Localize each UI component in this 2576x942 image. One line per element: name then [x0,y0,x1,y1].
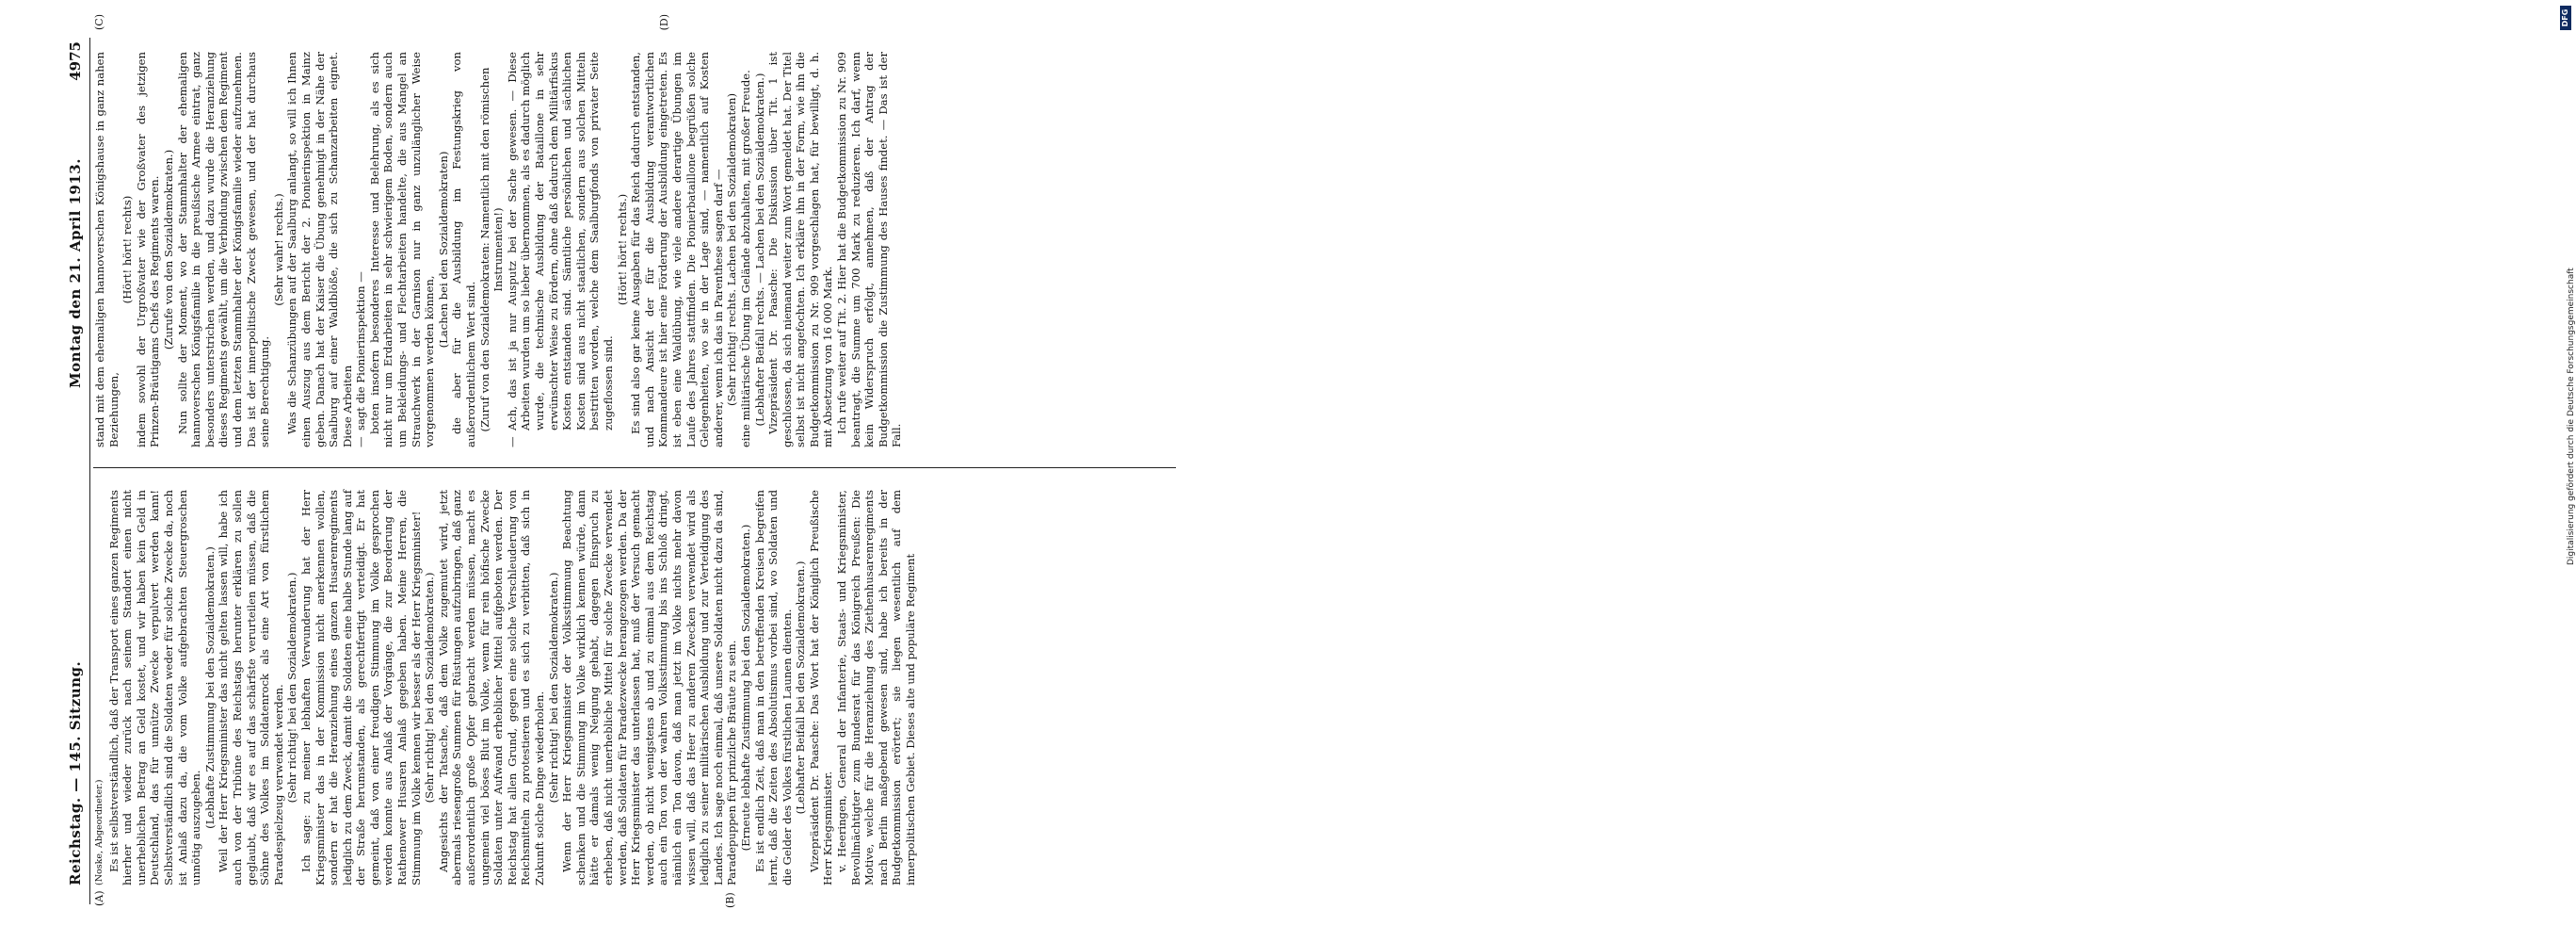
interjection: (Lebhafte Zustimmung bei den Sozialdemokraten.) [202,546,217,829]
header-left: Reichstag. — 145. Sitzung. [67,660,84,885]
paragraph: Weil der Herr Kriegsminister das nicht gelten lassen will, habe ich auch von der Tribüne des Reichstags herunter erklären zu sollen geglaubt, daß wir es auf das schärfste verurteilen müssen, daß die Söhne des Volkes im Soldatenrock als eine Art von fürstlichem Paradespielzeug verwendet werden. [217,490,285,885]
paragraph: (Noske, Abgeordneter.) [94,779,105,885]
interjection: (Lachen bei den Sozialdemokraten) [436,151,450,349]
interjection: (Erneute lebhafte Zustimmung bei den Sozialdemokraten.) [738,524,752,852]
interjection: (Sehr richtig! bei den Sozialdemokraten.) [423,572,437,804]
interjection: (Sehr wahr! rechts.) [271,193,285,306]
paragraph: Es ist selbstverständlich, daß der Transport eines ganzen Regiments hierher und wieder zurück nach seinem Standort einen nicht unerheblichen Betrag an Geld kostet, und wir haben kein Geld in Deutschland, das für unnütze Zwecke verpulvert werden kann! Selbstverständlich sind die Soldaten weder für solche Zwecke da, noch ist Anlaß dazu da, die vom Volke aufgebrachten Steuergroschen unnötig auszugeben. [106,490,203,885]
page-number: 4975 [67,41,84,81]
margin-marker-d: (D) [658,14,670,31]
dfg-credit [1274,0,2576,942]
paragraph: Vizepräsident Dr. Paasche: Das Wort hat der Königlich Preußische Herr Kriegsminister. [807,490,835,885]
paragraph: Ich sage: zu meiner lebhaften Verwunderung hat der Herr Kriegsminister das in der Kommission nicht anerkennen wollen, sondern er hat die Heranziehung eines ganzen Husarenregiments lediglich zu dem Zweck, damit die Soldaten eine halbe Stunde lang auf der Straße herumstanden, als gerechtfertigt verteidigt. Er hat gemeint, daß von einer freudigen Stimmung im Volke gesprochen werden konnte aus Anlaß der Vorgänge, die zur Beorderung der Rathenower Husaren Anlaß gegeben haben. Meine Herren, die Stimmung im Volke kennen wir besser als der Herr Kriegsminister! [298,490,423,885]
interjection: (Sehr richtig! bei den Sozialdemokraten.) [546,572,560,804]
left-column [93,490,1223,908]
interjection: (Hört! hört! rechts.) [615,193,629,306]
paragraph: Es ist endlich Zeit, daß man in den betreffenden Kreisen begreifen lernt, daß die Zeiten des Absolutismus vorbei sind, wo Soldaten und die Gelder des Volkes fürstlichen Launen dienten. [752,490,794,885]
paragraph: — Ach, das ist ja nur Ausputz bei der Sache gewesen. — Diese Arbeiten wurden um so lieber übernommen, als es dadurch möglich wurde, die technische Ausbildung der Bataillone in sehr erwünschter Weise zu fördern, ohne daß dadurch dem Militärfiskus Kosten entstanden sind. Sämtliche persönlichen und sächlichen Kosten sind aus nicht staatlichen, sondern aus solchen Mitteln bestritten worden, welche dem Saalburgfonds von privater Seite zugeflossen sind. [506,52,616,447]
margin-marker-b: (B) [724,892,736,908]
column-rule [93,467,1176,468]
right-column [93,14,1223,447]
paragraph: Angesichts der Tatsache, daß dem Volke zugemutet wird, jetzt abermals riesengroße Summen für Rüstungen aufzubringen, daß ganz außerordentlich große Opfer gebracht werden müssen, macht es ungemein viel böses Blut im Volke, wenn für rein höfische Zwecke Soldaten unter Aufwand erheblicher Mittel aufgeboten werden. Der Reichstag hat allen Grund, gegen eine solche Verschleuderung von Reichsmitteln zu protestieren und es sich zu verbitten, daß sich in Zukunft solche Dinge wiederholen. [436,490,546,885]
header-date: Montag den 21. April 1913. [67,158,84,388]
paragraph: boten insofern besonderes Interesse und Belehrung, als es sich nicht nur um Erdarbeiten in sehr schwierigem Boden, sondern auch um Bekleidungs- und Flechtarbeiten handelte, die aus Mangel an Strauchwerk in der Garnison nur in ganz unzulänglicher Weise vorgenommen werden können, [367,52,437,447]
paragraph: Vizepräsident Dr. Paasche: Die Diskussion über Tit. 1 ist geschlossen, da sich niemand weiter zum Wort gemeldet hat. Der Titel selbst ist nicht angefochten. Ich erkläre ihn in der Form, wie ihn die Budgetkommission zu Nr. 909 vorgeschlagen hat, für bewilligt, d. h. mit Absetzung von 16 000 Mark. [766,52,835,447]
paragraph: Es sind also gar keine Ausgaben für das Reich dadurch entstanden, und nach Ansicht der für die Ausbildung verantwortlichen Kommandeure ist hier eine Förderung der Ausbildung eingetreten. Es ist eben eine Waldübung, wie viele andere derartige Übungen im Laufe des Jahres stattfinden. Die Pionierbataillone begrüßen solche Gelegenheiten, wo sie in der Lage sind, — namentlich auf Kosten anderer, wenn ich das in Parenthese sagen darf — [629,52,725,447]
interjection: (Zuruf von den Sozialdemokraten: Namentlich mit den römischen Instrumenten!) [477,67,506,432]
paragraph: Was die Schanzübungen auf der Saalburg anlangt, so will ich Ihnen einen Auszug aus dem Bericht der 2. Pionierinspektion in Mainz geben. Danach hat der Kaiser die Übung genehmigt in der Nähe der Saalburg auf einer Waldblöße, die sich zu Schanzarbeiten eignet. Diese Arbeiten [285,52,354,447]
paragraph: Ich rufe weiter auf Tit. 2. Hier hat die Budgetkommission zu Nr. 909 beantragt, die Summe um 700 Mark zu reduzieren. Ich darf, wenn kein Widerspruch erfolgt, annehmen, daß der Antrag der Budgetkommission die Zustimmung des Hauses findet. — Das ist der Fall. [835,52,904,447]
paragraph: Wenn der Herr Kriegsminister der Volksstimmung Beachtung schenken und die Stimmung im Volke wirklich kennen würde, dann hätte er damals wenig Neigung gehabt, dagegen Einspruch zu erheben, daß nicht unerhebliche Mittel für solche Zwecke verwendet werden, daß Soldaten für Paradezwecke herangezogen werden. Da der Herr Kriegsminister das unterlassen hat, muß der Versuch gemacht werden, ob nicht wenigstens ab und zu einmal aus dem Reichstag auch ein Ton von der wahren Volksstimmung bis ins Schloß dringt, nämlich ein Ton davon, daß man jetzt im Volke nichts mehr davon wissen will, daß das Heer zu anderen Zwecken verwendet wird als lediglich zu seiner militärischen Ausbildung und zur Verteidigung des Landes. Ich sage noch einmal, daß unsere Soldaten nicht dazu da sind, Paradepuppen für prinzliche Bräute zu sein. [560,490,739,885]
paragraph: — sagt die Pionierinspektion — [354,52,368,447]
interjection: (Zurufe von den Sozialdemokraten.) [161,149,175,350]
credit-text: Digitalisierung gefördert durch die Deutsche Forschungsgemeinschaft [2567,268,2576,565]
paragraph: indem sowohl der Urgroßvater wie der Großvater des jetzigen Prinzen-Bräutigams Chefs des Regiments waren. [134,52,162,447]
page-header [52,38,90,904]
rotated-page [52,0,1238,942]
paragraph: die aber für die Ausbildung im Festungskrieg von außerordentlichem Wert sind. [450,52,478,447]
interjection: (Sehr richtig! bei den Sozialdemokraten.) [285,572,299,804]
interjection: (Hört! hört! rechts) [121,195,135,304]
interjection: (Lebhafter Beifall rechts. — Lachen bei den Sozialdemokraten.) [752,73,766,427]
margin-marker-a: (A) [93,890,105,906]
paragraph: stand mit dem ehemaligen hannoverschen Königshause in ganz nahen Beziehungen, [93,52,121,447]
paragraph: v. Heeringen, General der Infanterie, Staats- und Kriegsminister, Bevollmächtigter zum Bundesrat für das Königreich Preußen: Die Motive, welche für die Heranziehung des Ziethenhusarenregiments nach Berlin maßgebend gewesen sind, habe ich bereits in der Budgetkommission erörtert; sie liegen wesentlich auf dem innerpolitischen Gebiet. Dieses alte und populäre Regiment [835,490,918,885]
margin-marker-c: (C) [93,14,105,30]
paragraph: Nun sollte der Moment, wo der Stammhalter der ehemaligen hannoverschen Königsfamilie in die preußische Armee eintrat, ganz besonders unterstrichen werden, und dazu wurde die Heranziehung dieses Regiments gewählt, um die Verbindung zwischen dem Regiment und dem letzten Stammhalter der Königsfamilie wieder aufzunehmen. Das ist der innerpolitische Zweck gewesen, und der hat durchaus seine Berechtigung. [175,51,272,447]
paragraph: eine militärische Übung im Gelände abzuhalten, mit großer Freude. [738,70,752,447]
interjection: (Lebhafter Beifall bei den Sozialdemokraten.) [794,560,808,815]
dfg-logo: DFG [2560,6,2571,30]
interjection: (Sehr richtig! rechts. Lachen bei den Sozialdemokraten) [725,93,739,407]
